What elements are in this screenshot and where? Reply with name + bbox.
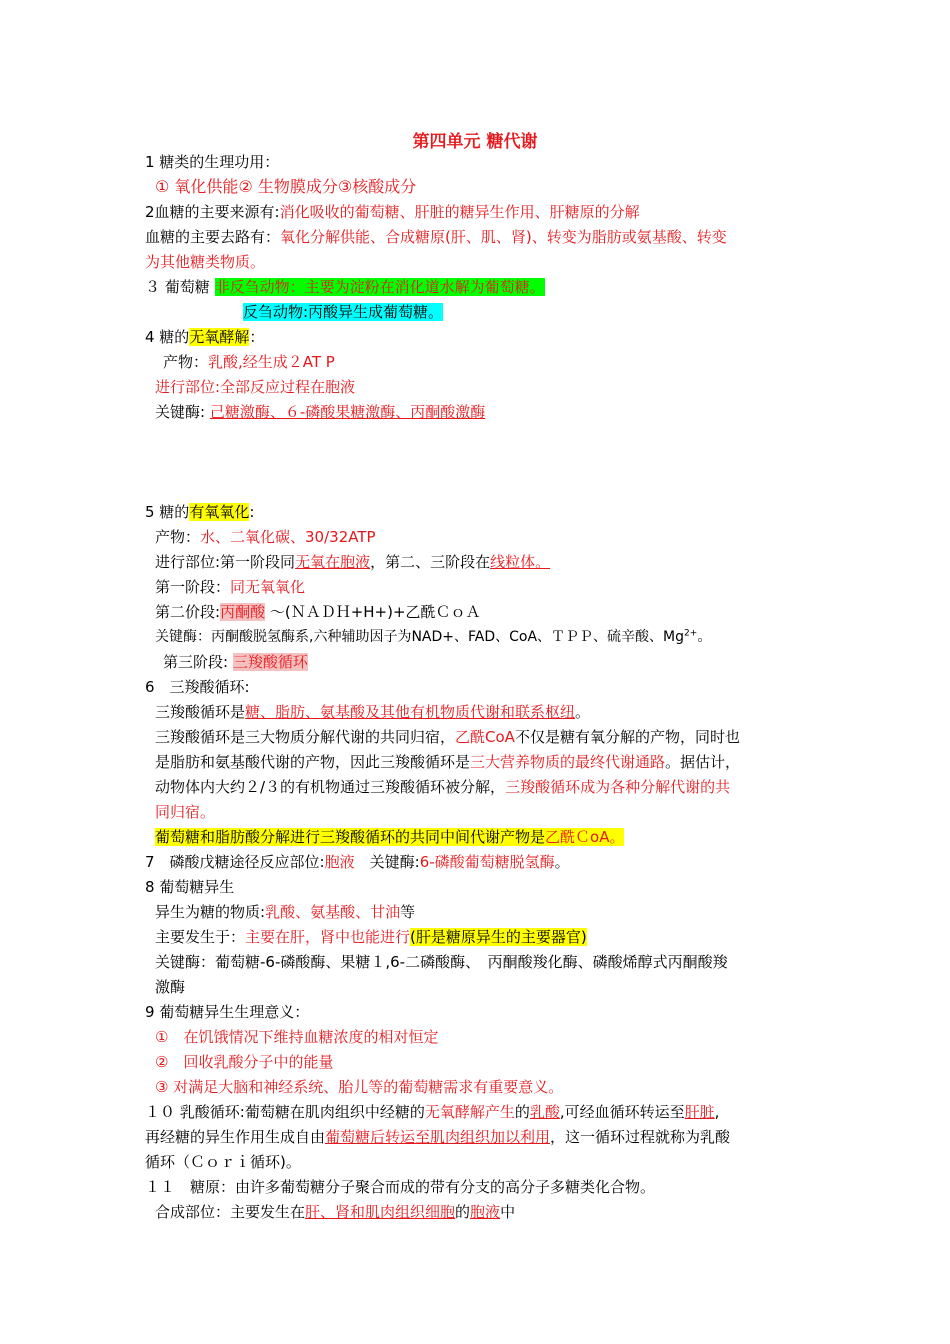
s9-item-2: ② 回收乳酸分子中的能量 bbox=[155, 1053, 334, 1071]
s8-sub bbox=[155, 902, 415, 922]
s4-product-value: 乳酸,经生成２AT P bbox=[208, 353, 335, 371]
s6-p1 bbox=[155, 702, 590, 722]
s2-outlet-label: 血糖的主要去路有： bbox=[145, 228, 281, 246]
s7-line bbox=[145, 852, 570, 872]
s5-heading bbox=[145, 502, 254, 522]
s8-heading: 8 葡萄糖异生 bbox=[145, 878, 235, 896]
s8-main bbox=[155, 927, 587, 947]
s5-site bbox=[155, 552, 550, 572]
s5-stage1 bbox=[155, 577, 305, 597]
s6-p2-l3-b: 三羧酸循环成为各种分解代谢的共 bbox=[505, 778, 731, 796]
s6-p2-l2-a: 是脂肪和氨基酸代谢的产物，因此三羧酸循环是 bbox=[155, 753, 471, 771]
s6-p2-l1-b: 乙酰CoA bbox=[455, 728, 515, 746]
s6-p1-b: 糖、脂肪、氨基酸及其他有机物质代谢和联系枢纽 bbox=[245, 703, 576, 721]
s10-l2-b: 葡萄糖后转运至肌肉组织加以利用 bbox=[325, 1128, 551, 1146]
s5-stage1-label: 第一阶段： bbox=[155, 578, 231, 596]
s8-main-note: (肝是糖原异生的主要器官) bbox=[410, 928, 587, 946]
s11-site-d: 胞液 bbox=[470, 1203, 501, 1221]
s10-g: , bbox=[714, 1103, 720, 1121]
s10-l1 bbox=[145, 1102, 719, 1122]
s10-e: ,可经血循环转运至 bbox=[559, 1103, 685, 1121]
s10-a: １０ 乳酸循环:葡萄糖在肌肉组织中经糖的 bbox=[145, 1103, 425, 1121]
s5-site-value-2: 线粒体。 bbox=[490, 553, 551, 571]
s6-p2-l1-c: 不仅是糖有氧分解的产物，同时也 bbox=[514, 728, 740, 746]
s1-functions: ① 氧化供能② 生物膜成分③核酸成分 bbox=[155, 177, 417, 196]
s2-source-value: 消化吸收的葡萄糖、肝脏的糖异生作用、肝糖原的分解 bbox=[279, 203, 640, 221]
s2-outlet bbox=[145, 227, 727, 247]
s10-l2-c: ，这一循环过程就称为乳酸 bbox=[550, 1128, 731, 1146]
s5-enzyme-end: 。 bbox=[697, 629, 712, 645]
s3-ruminant bbox=[243, 302, 443, 322]
s4-heading bbox=[145, 327, 264, 347]
s5-stage3-value: 三羧酸循环 bbox=[232, 653, 308, 671]
s7-e: 。 bbox=[554, 853, 570, 871]
s5-site-value-1: 无氧在胞液 bbox=[295, 553, 371, 571]
s6-p2-l3-a: 动物体内大约２/３的有机物通过三羧酸循环被分解， bbox=[155, 778, 506, 796]
s5-stage2-value: 丙酮酸 bbox=[220, 603, 266, 621]
s5-enzyme bbox=[155, 627, 711, 647]
s9-item-3: ③ 对满足大脑和神经系统、胎儿等的葡萄糖需求有重要意义。 bbox=[155, 1078, 564, 1096]
s6-p2-l1 bbox=[155, 727, 740, 747]
s6-p2-l4: 同归宿。 bbox=[155, 803, 216, 821]
s5-enzyme-sup: 2+ bbox=[684, 628, 698, 639]
s5-product-label: 产物： bbox=[155, 528, 201, 546]
s7-d: 6-磷酸葡萄糖脱氢酶 bbox=[419, 853, 555, 871]
s8-enzyme-l2: 激酶 bbox=[155, 978, 186, 996]
s4-enzyme-label: 关键酶: bbox=[155, 403, 210, 421]
s5-stage2-rest: ～(ＮＡＤＨ+H+)+乙酰ＣｏＡ bbox=[265, 603, 481, 621]
s8-sub-value: 乳酸、氨基酸、甘油 bbox=[265, 903, 401, 921]
s2-outlet-value: 氧化分解供能、合成糖原(肝、肌、肾)、转变为脂肪或氨基酸、转变 bbox=[280, 228, 727, 246]
s5-label: 5 糖的 bbox=[145, 503, 190, 521]
s7-c: 关键酶: bbox=[354, 853, 420, 871]
s10-f: 肝脏 bbox=[684, 1103, 715, 1121]
s4-product bbox=[163, 352, 335, 372]
s11-heading: １１ 糖原：由许多葡萄糖分子聚合而成的带有分支的高分子多糖类化合物。 bbox=[145, 1178, 656, 1196]
s5-stage2-label: 第二价段: bbox=[155, 603, 221, 621]
page-title: 第四单元 糖代谢 bbox=[412, 132, 538, 152]
s11-site-a: 合成部位：主要发生在 bbox=[155, 1203, 306, 1221]
s6-p3-a: 葡萄糖和脂肪酸分解进行三羧酸循环的共同中间代谢产物是 bbox=[155, 828, 546, 846]
s4-colon: ： bbox=[249, 328, 265, 346]
s4-product-label: 产物： bbox=[163, 353, 209, 371]
s6-p2-l2-b: 三大营养物质的最终代谢通路 bbox=[470, 753, 666, 771]
s4-enzyme bbox=[155, 402, 485, 422]
s5-site-label: 进行部位:第一阶段同 bbox=[155, 553, 296, 571]
s10-l3: 循环（Ｃｏｒｉ循环)。 bbox=[145, 1153, 301, 1171]
s10-c: 的 bbox=[514, 1103, 530, 1121]
s5-enzyme-text: 关键酶：丙酮酸脱氢酶系,六种辅助因子为NAD+、FAD、CoA、ＴＰＰ、硫辛酸、Mg bbox=[155, 629, 685, 645]
s9-item-1: ① 在饥饿情况下维持血糖浓度的相对恒定 bbox=[155, 1028, 439, 1046]
s4-label: 4 糖的 bbox=[145, 328, 190, 346]
s3-ruminant-text: 反刍动物:丙酸异生成葡萄糖。 bbox=[243, 303, 444, 321]
s1-heading: 1 糖类的生理功用： bbox=[145, 153, 280, 171]
s11-site bbox=[155, 1202, 515, 1222]
s2-outlet-cont: 为其他糖类物质。 bbox=[145, 253, 266, 271]
s5-product bbox=[155, 527, 376, 547]
s3-label: ３ 葡萄糖 bbox=[145, 278, 210, 296]
s5-site-mid: ，第二、三阶段在 bbox=[370, 553, 491, 571]
s11-site-e: 中 bbox=[500, 1203, 516, 1221]
s3-non-ruminant bbox=[145, 277, 545, 297]
s6-heading: 6 三羧酸循环: bbox=[145, 678, 250, 696]
s5-topic: 有氧氧化 bbox=[189, 503, 250, 521]
s8-sub-end: 等 bbox=[400, 903, 416, 921]
s4-enzyme-value: 己糖激酶、６-磷酸果糖激酶、丙酮酸激酶 bbox=[209, 403, 486, 421]
s2-source bbox=[145, 202, 640, 222]
s7-a: 7 磷酸戊糖途径反应部位: bbox=[145, 853, 325, 871]
s6-p2-l2 bbox=[155, 752, 740, 772]
s8-main-label: 主要发生于： bbox=[155, 928, 246, 946]
s5-stage3-label: 第三阶段: bbox=[163, 653, 233, 671]
s11-site-b: 肝、肾和肌肉组织细胞 bbox=[305, 1203, 456, 1221]
s8-sub-label: 异生为糖的物质: bbox=[155, 903, 266, 921]
s6-p3 bbox=[155, 827, 624, 847]
s10-b: 无氧酵解产生 bbox=[424, 1103, 515, 1121]
s6-p2-l2-c: 。据估计， bbox=[665, 753, 741, 771]
s9-heading: 9 葡萄糖异生生理意义： bbox=[145, 1003, 310, 1021]
s7-b: 胞液 bbox=[324, 853, 355, 871]
s11-site-c: 的 bbox=[455, 1203, 471, 1221]
s6-p2-l3 bbox=[155, 777, 730, 797]
s3-non-ruminant-text: 非反刍动物：主要为淀粉在消化道水解为葡萄糖。 bbox=[214, 278, 545, 296]
s10-l2 bbox=[145, 1127, 730, 1147]
s4-topic: 无氧酵解 bbox=[189, 328, 250, 346]
s8-enzyme-l1: 关键酶：葡萄糖-6-磷酸酶、果糖１,6-二磷酸酶、 丙酮酸羧化酶、磷酸烯醇式丙酮酸羧 bbox=[155, 953, 728, 971]
s5-stage2 bbox=[155, 602, 481, 622]
s5-product-value: 水、二氧化碳、30/32ATP bbox=[200, 528, 376, 546]
s6-p1-a: 三羧酸循环是 bbox=[155, 703, 246, 721]
s6-p3-b: 乙酰ＣoA。 bbox=[545, 828, 625, 846]
s10-d: 乳酸 bbox=[529, 1103, 560, 1121]
s2-source-label: 2血糖的主要来源有: bbox=[145, 203, 280, 221]
s5-stage3 bbox=[163, 652, 308, 672]
s4-site: 进行部位:全部反应过程在胞液 bbox=[155, 378, 356, 396]
s6-p1-c: 。 bbox=[575, 703, 591, 721]
s10-l2-a: 再经糖的异生作用生成自由 bbox=[145, 1128, 326, 1146]
s5-stage1-value: 同无氧氧化 bbox=[230, 578, 306, 596]
s6-p2-l1-a: 三羧酸循环是三大物质分解代谢的共同归宿， bbox=[155, 728, 456, 746]
s8-main-value: 主要在肝，肾中也能进行 bbox=[245, 928, 411, 946]
s5-colon: : bbox=[249, 503, 255, 521]
